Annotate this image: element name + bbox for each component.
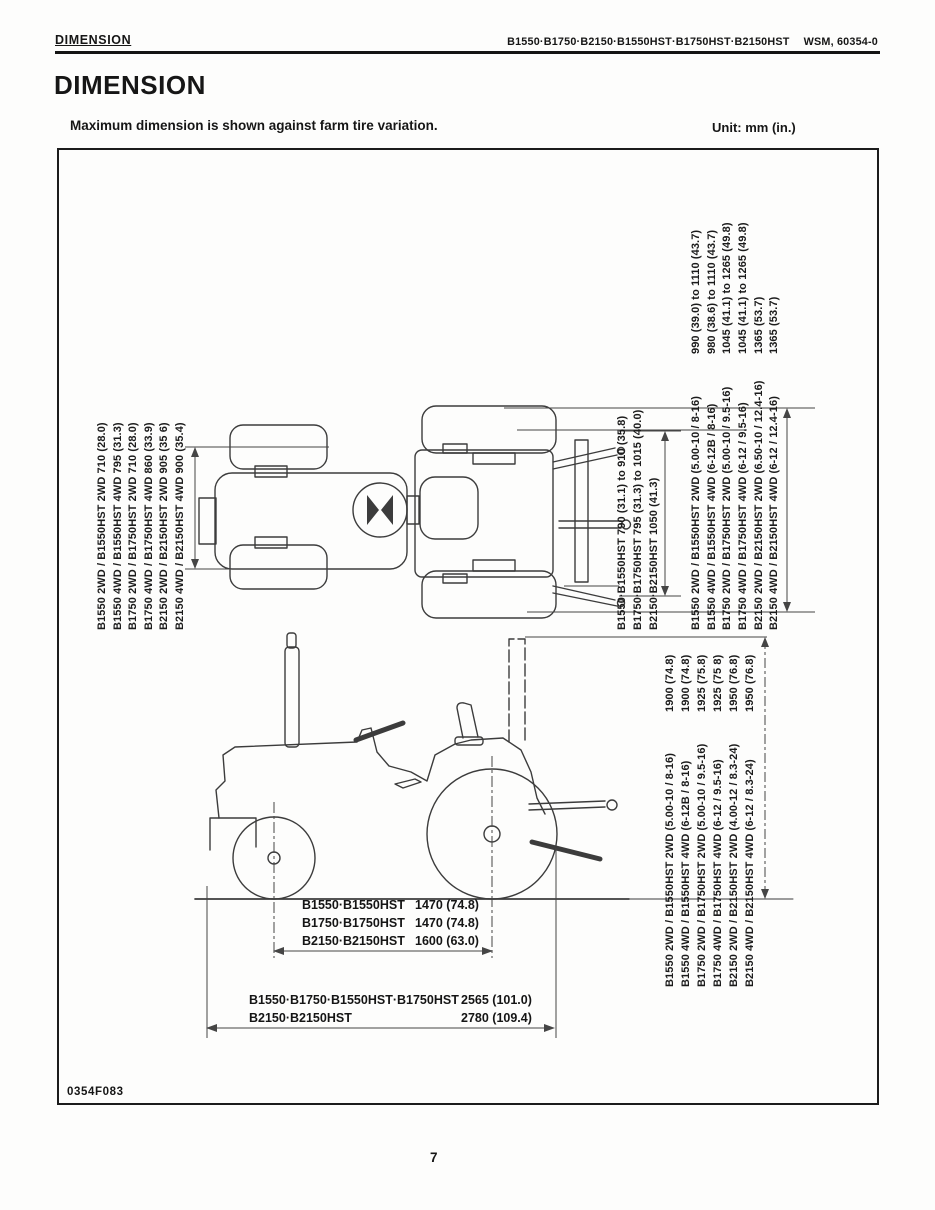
steering-wheel-side	[356, 723, 403, 740]
steering-wheel-icon	[353, 483, 407, 537]
front-tread-label: B2150 2WD / B2150HST 2WD 905 (35 6)	[158, 422, 170, 630]
height-value: 1900 (74.8)	[664, 654, 676, 712]
overall-width-value: 1365 (53.7)	[768, 296, 780, 354]
intro-text: Maximum dimension is shown against farm tire variation.	[70, 118, 438, 133]
height-value: 1925 (75.8)	[696, 654, 708, 712]
overall-width-value: 1045 (41.1) to 1265 (49.8)	[721, 222, 733, 354]
wheelbase-value: 1470 (74.8)	[415, 916, 479, 930]
overall-width-model: B1550 4WD / B1550HST 4WD (6-12B / 8-16)	[706, 403, 718, 630]
header-rule	[55, 51, 880, 54]
overall-width-value: 980 (38.6) to 1110 (43.7)	[706, 229, 718, 354]
unit-note: Unit: mm (in.)	[712, 120, 796, 135]
overall-length-row	[249, 1009, 532, 1027]
height-value: 1950 (76.8)	[728, 654, 740, 712]
running-header-section: DIMENSION	[55, 33, 132, 47]
muffler	[285, 647, 299, 747]
wheelbase-value: 1600 (63.0)	[415, 934, 479, 948]
header-model-list: B1550·B1750·B2150·B1550HST·B1750HST·B2150HST	[507, 36, 790, 48]
height-value: 1925 (75 8)	[712, 654, 724, 712]
overall-length-model: B2150·B2150HST	[249, 1011, 352, 1025]
height-value: 1950 (76.8)	[744, 654, 756, 712]
rear-tread-label: B1550·B1550HST 790 (31.1) to 910 (35.8)	[616, 415, 628, 630]
overall-width-model: B1750 2WD / B1750HST 2WD (5.00-10 / 9.5-16)	[721, 386, 733, 630]
wheelbase-value: 1470 (74.8)	[415, 898, 479, 912]
wheelbase-model: B1750·B1750HST	[302, 916, 405, 930]
front-tread-label: B1550 4WD / B1550HST 4WD 795 (31.3)	[112, 422, 124, 630]
figure-code: 0354F083	[67, 1086, 124, 1098]
rops-bar	[509, 639, 525, 742]
height-model: B1550 4WD / B1550HST 4WD (6-12B / 8-16)	[680, 760, 692, 987]
hitch-side-view	[529, 800, 617, 859]
overall-width-model: B1550 2WD / B1550HST 2WD (5.00-10 / 8-16)	[690, 396, 702, 630]
height-value: 1900 (74.8)	[680, 654, 692, 712]
overall-width-value: 1045 (41.1) to 1265 (49.8)	[737, 222, 749, 354]
running-header-models	[507, 36, 878, 48]
wheelbase-row	[302, 896, 479, 914]
overall-width-model: B2150 4WD / B2150HST 4WD (6-12 / 12.4-16)	[768, 396, 780, 630]
overall-length-row	[249, 991, 532, 1009]
wheelbase-model: B2150·B2150HST	[302, 934, 405, 948]
wheelbase-row	[302, 932, 479, 950]
dimension-figure	[57, 148, 879, 1105]
page-number: 7	[430, 1150, 438, 1165]
overall-width-model: B1750 4WD / B1750HST 4WD (6-12 / 9.5-16)	[737, 402, 749, 630]
rear-tread-label: B2150·B2150HST 1050 (41.3)	[648, 477, 660, 630]
height-model: B1550 2WD / B1550HST 2WD (5.00-10 / 8-16)	[664, 753, 676, 987]
header-wsm-code: WSM, 60354-0	[803, 36, 878, 48]
overall-width-value: 1365 (53.7)	[753, 296, 765, 354]
page-title: DIMENSION	[54, 70, 206, 100]
height-model: B2150 4WD / B2150HST 4WD (6-12 / 8.3-24)	[744, 759, 756, 987]
front-tread-label: B1550 2WD / B1550HST 2WD 710 (28.0)	[96, 422, 108, 630]
front-tread-label: B1750 2WD / B1750HST 2WD 710 (28.0)	[127, 422, 139, 630]
wheelbase-model: B1550·B1550HST	[302, 898, 405, 912]
front-tread-label: B1750 4WD / B1750HST 4WD 860 (33.9)	[143, 422, 155, 630]
front-tread-label: B2150 4WD / B2150HST 4WD 900 (35.4)	[174, 422, 186, 630]
seat	[457, 703, 478, 738]
overall-length-value: 2565 (101.0)	[461, 993, 532, 1007]
rear-tread-label: B1750·B1750HST 795 (31.3) to 1015 (40.0)	[632, 409, 644, 630]
overall-length-model: B1550·B1750·B1550HST·B1750HST	[249, 993, 459, 1007]
height-model: B2150 2WD / B2150HST 2WD (4.00-12 / 8.3-24)	[728, 743, 740, 987]
wheelbase-table	[302, 896, 479, 950]
height-model: B1750 2WD / B1750HST 2WD (5.00-10 / 9.5-16)	[696, 743, 708, 987]
wheelbase-row	[302, 914, 479, 932]
overall-length-table	[249, 991, 532, 1027]
overall-width-model: B2150 2WD / B2150HST 2WD (6.50-10 / 12.4-16)	[753, 380, 765, 630]
height-model: B1750 4WD / B1750HST 4WD (6-12 / 9.5-16)	[712, 759, 724, 987]
overall-length-value: 2780 (109.4)	[461, 1011, 532, 1025]
overall-width-value: 990 (39.0) to 1110 (43.7)	[690, 229, 702, 354]
